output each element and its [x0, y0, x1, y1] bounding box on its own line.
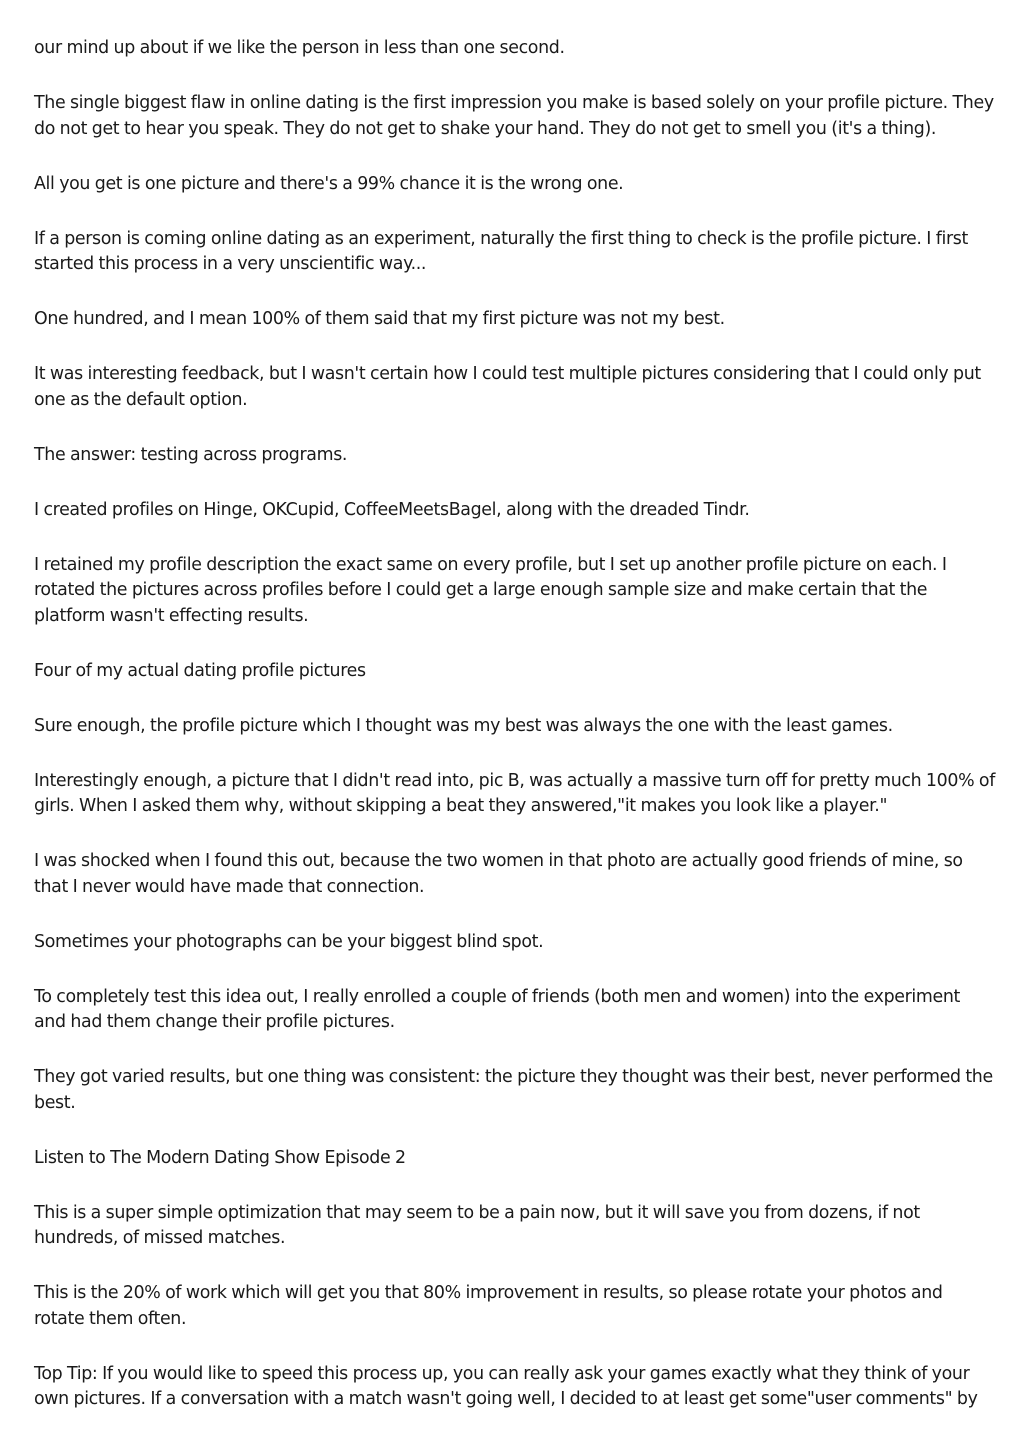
paragraph-5: One hundred, and I mean 100% of them said that my first picture was not my best.	[34, 309, 725, 329]
top-tip-paragraph: Top Tip: If you would like to speed this process up, you can really ask your games exactly what they think of your own pictures. If a conversation with a match wasn't going well, I decided to at least get some"user comments" by	[34, 1363, 978, 1409]
paragraph-18: This is a super simple optimization that may seem to be a pain now, but it will save you from dozens, if not hundreds, of missed matches.	[34, 1202, 920, 1248]
paragraph-4: If a person is coming online dating as an experiment, naturally the first thing to check is the profile picture. I first started this process in a very unscientific way...	[34, 228, 968, 274]
paragraph-3: All you get is one picture and there's a 99% chance it is the wrong one.	[34, 173, 624, 194]
paragraph-16: They got varied results, but one thing was consistent: the picture they thought was their best, never performed the best.	[34, 1067, 993, 1113]
paragraph-19: This is the 20% of work which will get you that 80% improvement in results, so please rotate your photos and rotate them often.	[34, 1283, 943, 1329]
paragraph-7: The answer: testing across programs.	[34, 444, 348, 465]
image-caption: Four of my actual dating profile pictures	[34, 660, 366, 681]
paragraph-6: It was interesting feedback, but I wasn't certain how I could test multiple pictures considering that I could only put one as the default option.	[34, 364, 981, 410]
paragraph-15: To completely test this idea out, I really enrolled a couple of friends (both men and women) into the experiment and had them change their profile pictures.	[34, 986, 960, 1032]
paragraph-9: I retained my profile description the exact same on every profile, but I set up another profile picture on each. I rotated the pictures across profiles before I could get a large enough sample size and make certain that the platform wasn't effecting results.	[34, 554, 947, 626]
article-body	[34, 36, 996, 1442]
paragraph-13: I was shocked when I found this out, because the two women in that photo are actually good friends of mine, so that I never would have made that connection.	[34, 851, 963, 897]
paragraph-14: Sometimes your photographs can be your biggest blind spot.	[34, 931, 544, 952]
paragraph-12: Interestingly enough, a picture that I didn't read into, pic B, was actually a massive turn off for pretty much 100% of girls. When I asked them why, without skipping a beat they answered,"it makes you look like a player."	[34, 770, 995, 816]
paragraph-2: The single biggest flaw in online dating is the first impression you make is based solely on your profile picture. They do not get to hear you speak. They do not get to shake your hand. They do not get to smell you (it's a thing).	[34, 93, 994, 139]
paragraph-11: Sure enough, the profile picture which I thought was my best was always the one with the least games.	[34, 715, 893, 736]
paragraph-1: our mind up about if we like the person in less than one second.	[34, 38, 565, 58]
podcast-link-text: Listen to The Modern Dating Show Episode 2	[34, 1147, 406, 1168]
paragraph-8: I created profiles on Hinge, OKCupid, CoffeeMeetsBagel, along with the dreaded Tindr.	[34, 499, 750, 520]
